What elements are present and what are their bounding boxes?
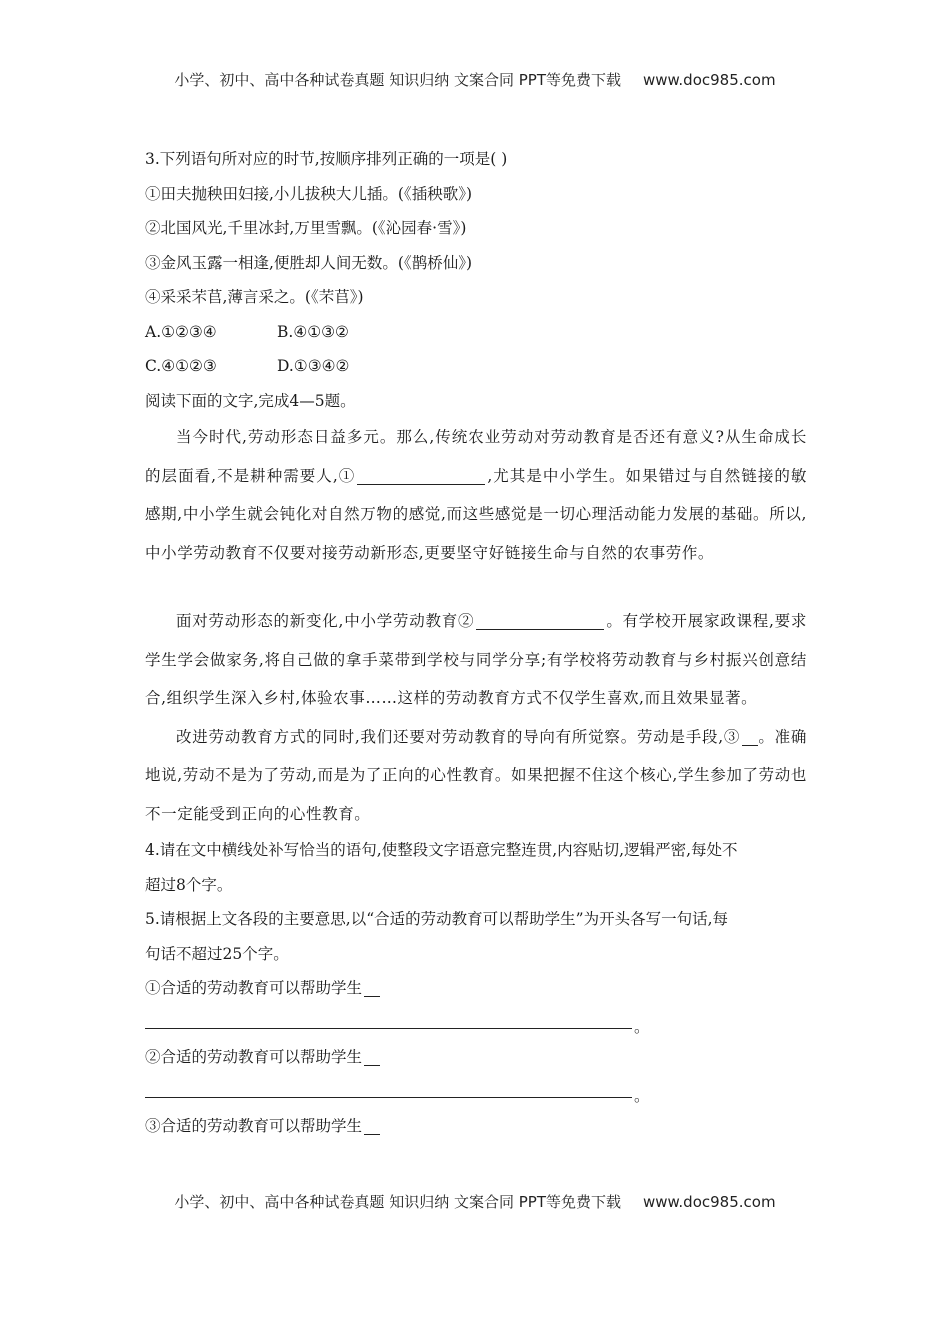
blank-3 [742, 727, 758, 746]
reading-intro: 阅读下面的文字,完成4—5题。 [145, 391, 356, 410]
p2-text-a: 面对劳动形态的新变化,中小学劳动教育② [176, 612, 475, 630]
q3-options-row-1 [145, 315, 807, 350]
q5-prompt-1: ①合适的劳动教育可以帮助学生 [145, 971, 807, 1006]
header-text: 小学、初中、高中各种试卷真题 知识归纳 文案合同 PPT等免费下载 [174, 71, 621, 89]
q5-blank-2[interactable] [364, 1047, 380, 1066]
blank-2 [476, 611, 604, 630]
q4-line-2: 超过8个字。 [145, 875, 233, 894]
q3-item-3: ③金风玉露一相逢,便胜却人间无数。(《鹊桥仙》) [145, 253, 473, 272]
q5-prompt-3: ③合适的劳动教育可以帮助学生 [145, 1109, 807, 1144]
q3-item-2: ②北国风光,千里冰封,万里雪飘。(《沁园春·雪》) [145, 219, 467, 237]
footer-text: 小学、初中、高中各种试卷真题 知识归纳 文案合同 PPT等免费下载 [174, 1193, 621, 1211]
q3-option-a: A.①②③④ [145, 322, 217, 341]
p3-text-b: 。准确地说,劳动不是为了劳动,而是为了正向的心性教育。如果把握不住这个核心,学生参加了劳动也不一定能受到正向的心性教育。 [145, 727, 807, 823]
q5-line-2: 句话不超过25个字。 [145, 944, 289, 963]
q3-option-b: B.④①③② [277, 322, 349, 341]
p3-text-a: 改进劳动教育方式的同时,我们还要对劳动教育的导向有所觉察。劳动是手段,③ [176, 727, 741, 746]
passage-paragraph-3 [145, 718, 807, 834]
q3-options-row-2 [145, 349, 807, 384]
q3-item-4: ④采采芣苢,薄言采之。(《芣苢》) [145, 288, 364, 306]
q5-answer-row-1[interactable] [145, 1006, 807, 1041]
q4-line-1: 4.请在文中横线处补写恰当的语句,使整段文字语意完整连贯,内容贴切,逻辑严密,每处不 [145, 841, 738, 859]
q5-answer-row-2[interactable] [145, 1075, 807, 1110]
passage-paragraph-1 [145, 418, 807, 572]
p1-text-a: 当今时代,劳动形态日益多元。那么,传统农业劳动对劳动教育是否还有意义?从生命成长的层面看,不是耕种需要人,① [145, 428, 807, 485]
q5-end-mark-1: 。 [634, 1017, 650, 1036]
page-footer [0, 1191, 950, 1212]
q5-end-mark-2: 。 [634, 1086, 650, 1105]
document-body [145, 142, 807, 1144]
q3-option-d: D.①③④② [277, 357, 350, 375]
page-header [0, 69, 950, 90]
passage-paragraph-2 [145, 602, 807, 718]
q3-item-1: ①田夫抛秧田妇接,小儿拔秧大儿插。(《插秧歌》) [145, 184, 473, 203]
p1-text-b: ,尤其是中小学生。如果错过与自然链接的敏感期,中小学生就会钝化对自然万物的感觉,而这些感觉是一切心理活动能力发展的基础。所以,中小学劳动教育不仅要对接劳动新形态,更要坚守好链接生命与自然的农事劳作。 [145, 466, 807, 562]
q3-stem: 3.下列语句所对应的时节,按顺序排列正确的一项是( ) [145, 150, 508, 168]
q5-blank-3[interactable] [364, 1116, 380, 1135]
blank-1 [357, 466, 485, 485]
q5-blank-1[interactable] [364, 978, 380, 997]
p2-text-b: 。有学校开展家政课程,要求学生学会做家务,将自己做的拿手菜带到学校与同学分享;有学校将劳动教育与乡村振兴创意结合,组织学生深入乡村,体验农事……这样的劳动教育方式不仅学生喜欢,而且效果显著。 [145, 612, 807, 707]
q5-prompt-2: ②合适的劳动教育可以帮助学生 [145, 1040, 807, 1075]
footer-url[interactable]: www.doc985.com [642, 1193, 776, 1211]
q3-option-c: C.④①②③ [145, 357, 217, 375]
header-url[interactable]: www.doc985.com [642, 71, 776, 89]
q5-line-1: 5.请根据上文各段的主要意思,以“合适的劳动教育可以帮助学生”为开头各写一句话,每 [145, 910, 728, 928]
